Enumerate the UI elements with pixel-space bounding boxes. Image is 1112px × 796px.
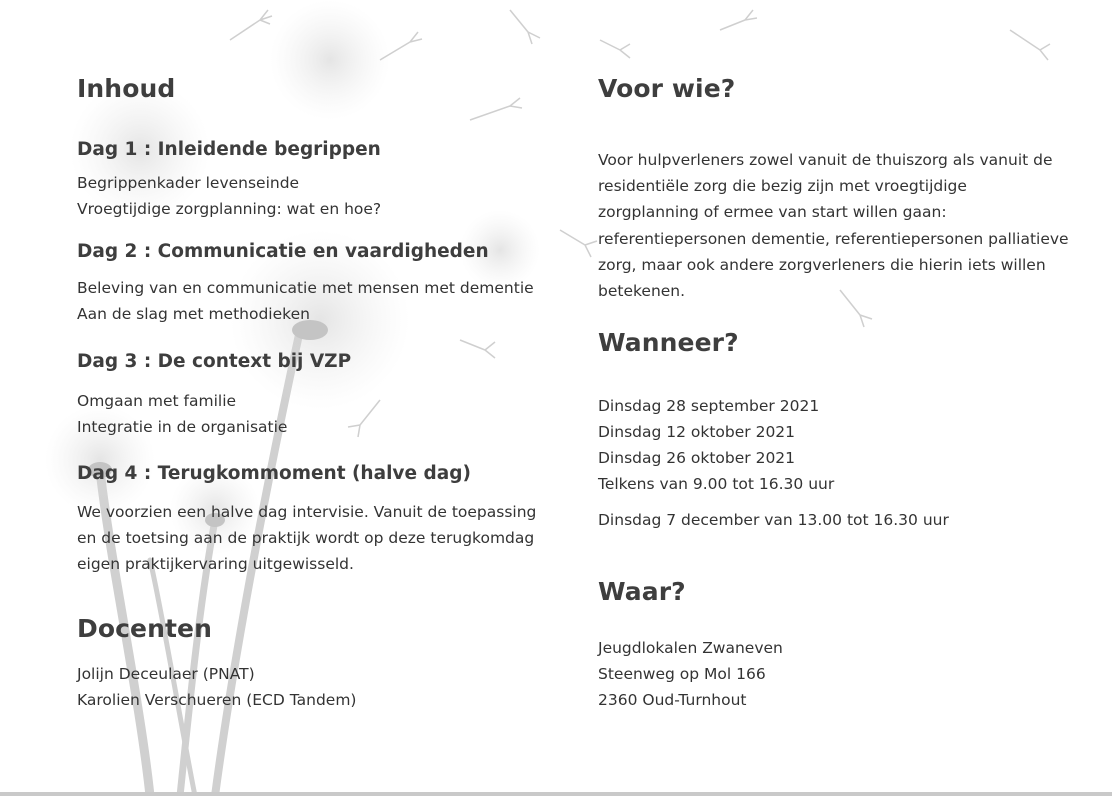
day-4-line-2: en de toetsing aan de praktijk wordt op deze terugkomdag	[77, 529, 535, 547]
docent-2: Karolien Verschueren (ECD Tandem)	[77, 691, 357, 709]
waar-line-1: Jeugdlokalen Zwaneven	[598, 639, 783, 657]
day-2-line-2: Aan de slag met methodieken	[77, 305, 310, 323]
day-4-line-1: We voorzien een halve dag intervisie. Vanuit de toepassing	[77, 503, 537, 521]
voor-wie-line-6: betekenen.	[598, 282, 686, 300]
voor-wie-line-4: referentiepersonen dementie, referentiepersonen palliatieve	[598, 230, 1069, 248]
voor-wie-line-2: residentiële zorg die bezig zijn met vroegtijdige	[598, 177, 967, 195]
day-3-line-1: Omgaan met familie	[77, 392, 237, 410]
day-3-title: Dag 3 : De context bij VZP	[77, 351, 352, 372]
day-4-title: Dag 4 : Terugkommoment (halve dag)	[77, 463, 471, 484]
wanneer-line-4: Telkens van 9.00 tot 16.30 uur	[598, 475, 835, 493]
wanneer-line-1: Dinsdag 28 september 2021	[598, 397, 820, 415]
wanneer-extra: Dinsdag 7 december van 13.00 tot 16.30 uur	[598, 511, 949, 529]
wanneer-line-2: Dinsdag 12 oktober 2021	[598, 423, 796, 441]
voor-wie-line-3: zorgplanning of ermee van start willen gaan:	[598, 203, 947, 221]
day-4-line-3: eigen praktijkervaring uitgewisseld.	[77, 555, 354, 573]
day-1-line-1: Begrippenkader levenseinde	[77, 174, 300, 192]
waar-line-3: 2360 Oud-Turnhout	[598, 691, 747, 709]
day-2-title: Dag 2 : Communicatie en vaardigheden	[77, 241, 489, 262]
voor-wie-line-1: Voor hulpverleners zowel vanuit de thuiszorg als vanuit de	[598, 151, 1053, 169]
day-1-title: Dag 1 : Inleidende begrippen	[77, 139, 381, 160]
docent-1: Jolijn Deceulaer (PNAT)	[77, 665, 255, 683]
day-3-line-2: Integratie in de organisatie	[77, 418, 288, 436]
bottom-divider	[0, 792, 1112, 796]
wanneer-line-3: Dinsdag 26 oktober 2021	[598, 449, 796, 467]
voor-wie-heading: Voor wie?	[598, 74, 736, 103]
day-2-line-1: Beleving van en communicatie met mensen met dementie	[77, 279, 534, 297]
waar-line-2: Steenweg op Mol 166	[598, 665, 766, 683]
day-1-line-2: Vroegtijdige zorgplanning: wat en hoe?	[77, 200, 382, 218]
docenten-heading: Docenten	[77, 614, 213, 643]
wanneer-heading: Wanneer?	[598, 328, 739, 357]
voor-wie-line-5: zorg, maar ook andere zorgverleners die hierin iets willen	[598, 256, 1046, 274]
inhoud-heading: Inhoud	[77, 74, 176, 103]
waar-heading: Waar?	[598, 577, 686, 606]
